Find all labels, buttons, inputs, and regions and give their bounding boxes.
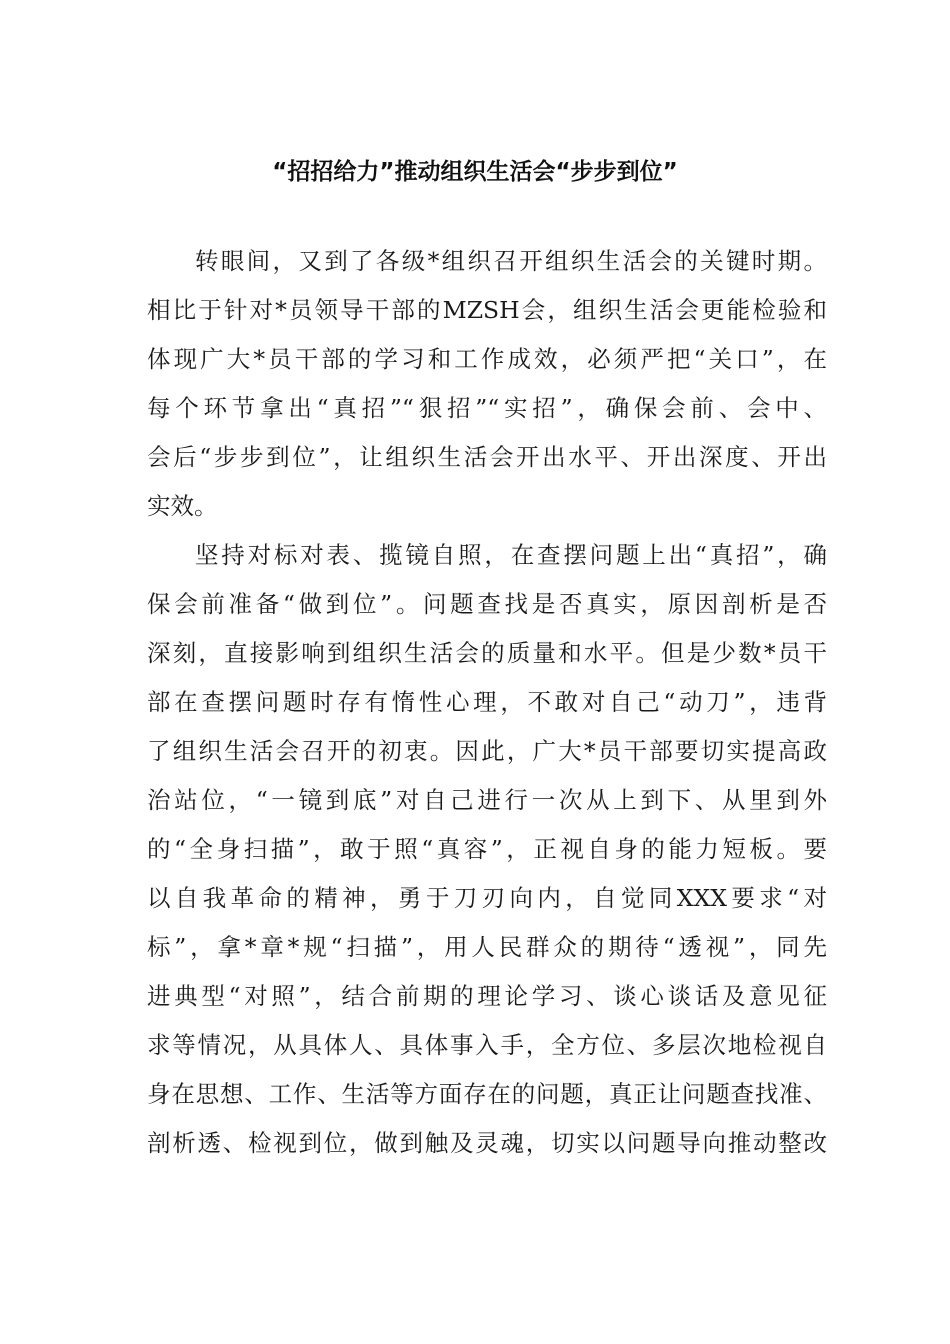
text-line: 求等情况，从具体人、具体事入手，全方位、多层次地检视自	[147, 1031, 827, 1059]
text-line: 相比于针对*员领导干部的MZSH会，组织生活会更能检验和	[147, 296, 827, 324]
text-line: 坚持对标对表、揽镜自照，在查摆问题上出“真招”，确	[195, 541, 827, 569]
text-line: 标”，拿*章*规“扫描”，用人民群众的期待“透视”，同先	[147, 933, 827, 961]
document-body	[147, 243, 827, 1174]
text-line: 转眼间，又到了各级*组织召开组织生活会的关键时期。	[195, 247, 827, 275]
text-line: 进典型“对照”，结合前期的理论学习、谈心谈话及意见征	[147, 982, 827, 1010]
text-line: 治站位，“一镜到底”对自己进行一次从上到下、从里到外	[147, 786, 827, 814]
text-line: 每个环节拿出“真招”“狠招”“实招”，确保会前、会中、	[147, 394, 827, 422]
text-line: 以自我革命的精神，勇于刀刃向内，自觉同XXX要求“对	[147, 884, 827, 912]
text-line: 了组织生活会召开的初衷。因此，广大*员干部要切实提高政	[147, 737, 827, 765]
text-line: 的“全身扫描”，敢于照“真容”，正视自身的能力短板。要	[147, 835, 827, 863]
text-line: 会后“步步到位”，让组织生活会开出水平、开出深度、开出	[147, 443, 827, 471]
paragraph-2	[147, 537, 827, 1174]
text-line: 剖析透、检视到位，做到触及灵魂，切实以问题导向推动整改	[147, 1129, 827, 1157]
text-line: 深刻，直接影响到组织生活会的质量和水平。但是少数*员干	[147, 639, 827, 667]
text-line: 身在思想、工作、生活等方面存在的问题，真正让问题查找准、	[147, 1080, 827, 1108]
document-title: “招招给力”推动组织生活会“步步到位”	[272, 159, 678, 185]
text-line: 实效。	[147, 492, 218, 520]
paragraph-1	[147, 243, 827, 537]
text-line: 体现广大*员干部的学习和工作成效，必须严把“关口”，在	[147, 345, 827, 373]
text-line: 保会前准备“做到位”。问题查找是否真实，原因剖析是否	[147, 590, 827, 618]
text-line: 部在查摆问题时存有惰性心理，不敢对自己“动刀”，违背	[147, 688, 827, 716]
